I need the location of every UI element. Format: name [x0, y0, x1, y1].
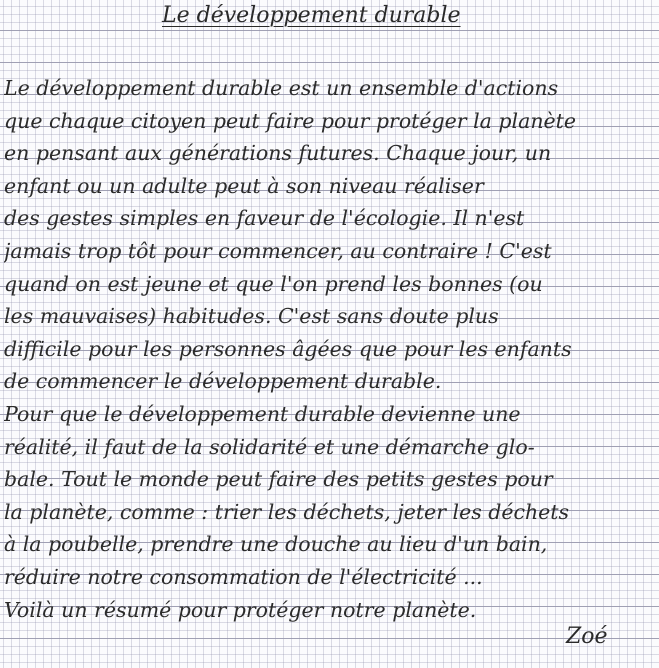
essay-body: [4, 72, 656, 626]
text-line: Le développement durable est un ensemble d'actions: [4, 76, 559, 100]
text-line: jamais trop tôt pour commencer, au contraire ! C'est: [4, 238, 552, 263]
text-line: quand on est jeune et que l'on prend les bonnes (ou: [4, 271, 543, 296]
text-line: difficile pour les personnes âgées que pour les enfants: [4, 336, 572, 361]
text-line: à la poubelle, prendre une douche au lieu d'un bain,: [4, 532, 548, 557]
essay-title: Le développement durable: [162, 3, 461, 28]
text-line: la planète, comme : trier les déchets, jeter les déchets: [4, 499, 570, 524]
text-line: réalité, il faut de la solidarité et une démarche glo-: [4, 434, 535, 459]
text-line: bale. Tout le monde peut faire des petits gestes pour: [4, 467, 553, 492]
text-line: de commencer le développement durable.: [4, 369, 442, 394]
text-line: les mauvaises) habitudes. C'est sans doute plus: [4, 304, 499, 329]
text-line: enfant ou un adulte peut à son niveau réaliser: [4, 173, 484, 198]
author-signature: Zoé: [566, 624, 608, 649]
text-line: que chaque citoyen peut faire pour protéger la planète: [4, 108, 577, 133]
text-line: en pensant aux générations futures. Chaque jour, un: [4, 141, 552, 166]
text-line: des gestes simples en faveur de l'écologie. Il n'est: [4, 206, 525, 231]
text-line: Voilà un résumé pour protéger notre planète.: [4, 597, 477, 622]
text-line: Pour que le développement durable devienne une: [4, 401, 521, 426]
text-line: réduire notre consommation de l'électricité ...: [4, 564, 483, 589]
